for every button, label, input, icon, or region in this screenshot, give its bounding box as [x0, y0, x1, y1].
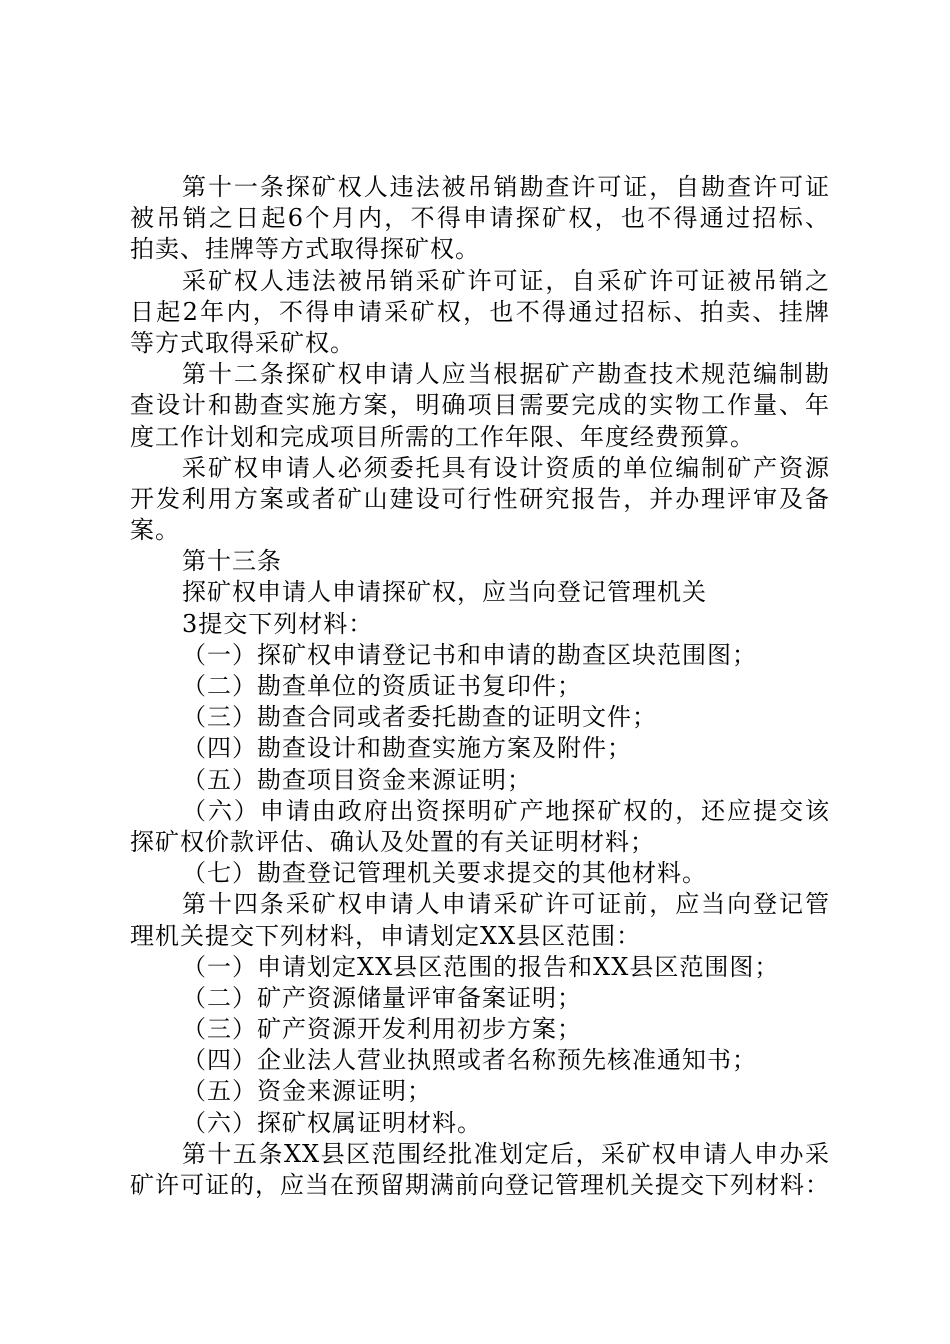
paragraph-line: 日起2年内，不得申请采矿权，也不得通过招标、拍卖、挂牌: [130, 297, 830, 326]
paragraph-line: 采矿权申请人必须委托具有设计资质的单位编制矿产资源: [182, 453, 830, 482]
paragraph-line: 第十二条探矿权申请人应当根据矿产勘查技术规范编制勘: [182, 360, 830, 389]
list-item: （五）资金来源证明；: [182, 1077, 432, 1106]
paragraph-line: 拍卖、挂牌等方式取得探矿权。: [130, 235, 480, 264]
list-item: （六）申请由政府出资探明矿产地探矿权的，还应提交该: [182, 796, 830, 825]
list-item: （二）勘查单位的资质证书复印件；: [182, 672, 582, 700]
list-item: （一）探矿权申请登记书和申请的勘查区块范围图；: [182, 640, 757, 669]
paragraph-line: 理机关提交下列材料，申请划定XX县区范围：: [130, 921, 642, 950]
paragraph-line: 开发利用方案或者矿山建设可行性研究报告，并办理评审及备: [130, 484, 830, 513]
list-item-continuation: 探矿权价款评估、确认及处置的有关证明材料；: [130, 827, 655, 856]
list-item: （三）矿产资源开发利用初步方案；: [182, 1015, 582, 1044]
paragraph-line: 探矿权申请人申请探矿权，应当向登记管理机关: [182, 578, 707, 607]
list-item: （三）勘查合同或者委托勘查的证明文件；: [182, 703, 657, 732]
document-body: [130, 172, 830, 1201]
list-item: （一）申请划定XX县区范围的报告和XX县区范围图；: [182, 952, 780, 981]
paragraph-line: 案。: [130, 516, 180, 545]
list-item: （五）勘查项目资金来源证明；: [182, 765, 532, 794]
article-heading: 第十三条: [182, 547, 282, 576]
list-item: （二）矿产资源储量评审备案证明；: [182, 983, 582, 1012]
paragraph-line: 等方式取得采矿权。: [130, 328, 355, 357]
paragraph-line: 采矿权人违法被吊销采矿许可证，自采矿许可证被吊销之: [182, 266, 830, 295]
paragraph-line: 第十一条探矿权人违法被吊销勘查许可证，自勘查许可证: [182, 173, 830, 201]
paragraph-line: 第十四条采矿权申请人申请采矿许可证前，应当向登记管: [182, 890, 830, 919]
paragraph-line: 矿许可证的，应当在预留期满前向登记管理机关提交下列材料：: [130, 1171, 830, 1199]
list-item: （四）勘查设计和勘查实施方案及附件；: [182, 734, 632, 763]
paragraph-line: 查设计和勘查实施方案，明确项目需要完成的实物工作量、年: [130, 391, 830, 420]
paragraph-line: 3提交下列材料：: [182, 609, 374, 638]
paragraph-line: 被吊销之日起6个月内，不得申请探矿权，也不得通过招标、: [130, 204, 830, 233]
list-item: （四）企业法人营业执照或者名称预先核准通知书；: [182, 1046, 757, 1075]
list-item: （六）探矿权属证明材料。: [182, 1108, 482, 1137]
paragraph-line: 度工作计划和完成项目所需的工作年限、年度经费预算。: [130, 422, 755, 451]
paragraph-line: 第十五条XX县区范围经批准划定后，采矿权申请人申办采: [182, 1139, 830, 1168]
list-item: （七）勘查登记管理机关要求提交的其他材料。: [182, 859, 707, 888]
